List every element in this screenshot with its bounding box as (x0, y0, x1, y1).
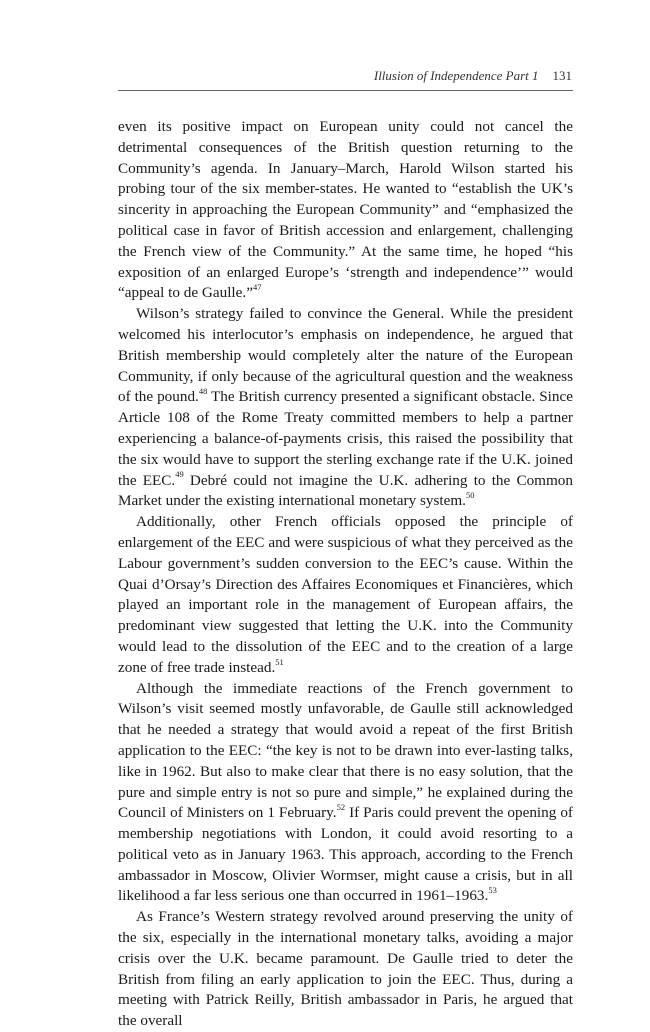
page-number: 131 (552, 68, 572, 83)
paragraph-text: If Paris could prevent the opening of membership negotiations with London, it could avoid resorting to a political veto as in January 1963. This approach, according to the French ambassador in Moscow, Olivier Wormser, might cause a crisis, but in all likelihood a far less serious one than occurred in 1961–1963. (118, 804, 573, 905)
paragraph (118, 117, 573, 304)
paragraph (118, 512, 573, 678)
running-head (118, 68, 572, 84)
paragraph-text: As France’s Western strategy revolved around preserving the unity of the six, especially in the international monetary talks, avoiding a major crisis over the U.K. became paramount. De Gaulle tried to deter the British from filing an early application to join the EEC. Thus, during a meeting with Patrick Reilly, British ambassador in Paris, he argued that the overall (118, 908, 573, 1030)
footnote-marker: 49 (175, 469, 184, 480)
running-head-title: Illusion of Independence Part 1 (373, 68, 539, 83)
paragraph-text: even its positive impact on European unity could not cancel the detrimental consequences of the British question returning to the Community’s agenda. In January–March, Harold Wilson started his probing tour of the six member-states. He wanted to “establish the UK’s sincerity in approaching the European Community” and “emphasized the political case in favor of British accession and enlargement, challenging the French view of the Community.” At the same time, he hoped “his exposition of an enlarged Europe’s ‘strength and independence’” would “appeal to de Gaulle.” (118, 118, 573, 302)
paragraph-text: The British currency presented a significant obstacle. Since Article 108 of the Rome Treaty committed members to help a partner experiencing a balance-of-payments crisis, this raised the possibility that the six would have to support the sterling exchange rate if the U.K. joined the EEC. (118, 388, 573, 489)
paragraph-text: Debré could not imagine the U.K. adhering to the Common Market under the existing international monetary system. (118, 471, 573, 510)
paragraph-text: Although the immediate reactions of the French government to Wilson’s visit seemed mostly unfavorable, de Gaulle still acknowledged that he needed a strategy that would avoid a repeat of the first British application to the EEC: “the key is not to be drawn into ever-lasting talks, like in 1962. But also to make clear that there is no easy solution, that the pure and simple entry is not so pure and simple,” he explained during the Council of Ministers on 1 February. (118, 679, 573, 822)
paragraph (118, 304, 573, 512)
paragraph-text: Wilson’s strategy failed to convince the General. While the president welcomed his interlocutor’s emphasis on independence, he argued that British membership would completely alter the nature of the European Community, if only because of the agricultural question and the weakness of the pound. (118, 305, 573, 406)
footnote-marker: 47 (252, 282, 262, 293)
footnote-marker: 53 (488, 885, 497, 896)
header-rule (118, 90, 573, 91)
footnote-marker: 51 (275, 656, 284, 667)
footnote-marker: 52 (336, 802, 346, 813)
paragraph (118, 907, 573, 1032)
footnote-marker: 48 (198, 386, 208, 397)
paragraph (118, 679, 573, 908)
footnote-marker: 50 (465, 490, 475, 501)
body-text (118, 117, 573, 1032)
paragraph-text: Additionally, other French officials opposed the principle of enlargement of the EEC and were suspicious of what they perceived as the Labour government’s sudden conversion to the EEC’s cause. Within the Quai d’Orsay’s Direction des Affaires Economiques et Financières, which played an important role in the management of European affairs, the predominant view suggested that letting the U.K. into the Community would lead to the dissolution of the EEC and to the creation of a large zone of free trade instead. (118, 513, 573, 676)
